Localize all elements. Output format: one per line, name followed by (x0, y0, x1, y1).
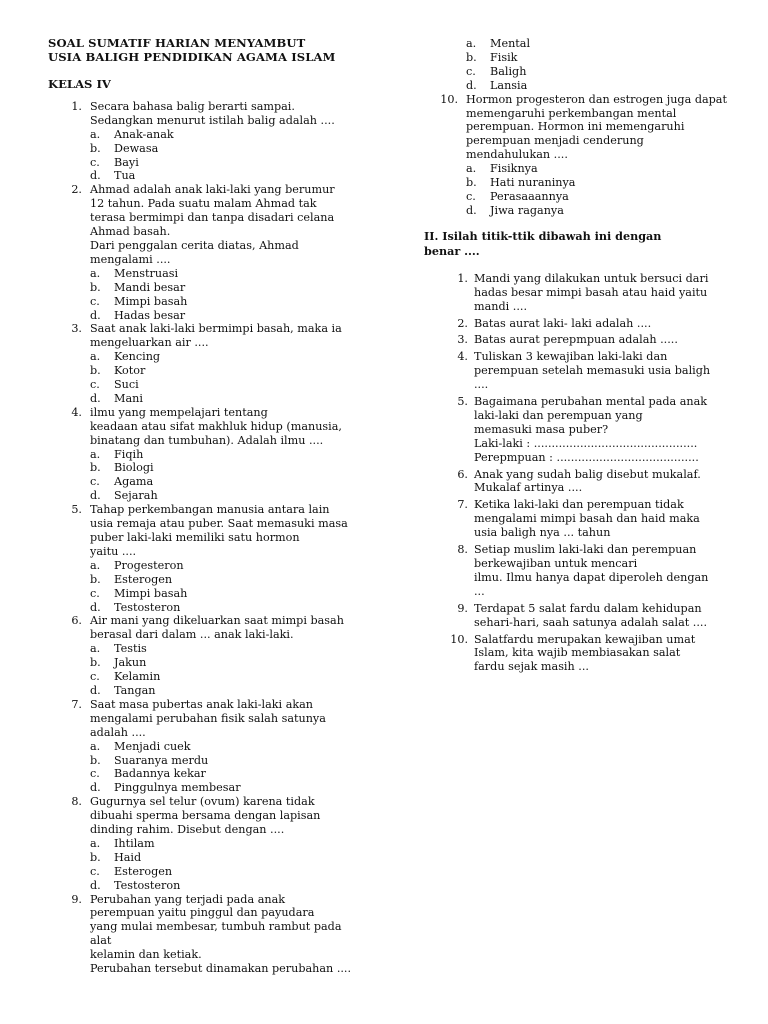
page-title-line1: SOAL SUMATIF HARIAN MENYAMBUT (48, 36, 306, 50)
question-line: Mandi yang dilakukan untuk bersuci dari (474, 271, 709, 285)
option-letter: c. (90, 586, 100, 600)
answer-option (90, 865, 378, 879)
option-letter: c. (90, 670, 100, 684)
question-text (90, 322, 378, 350)
question-number: 7. (71, 697, 82, 711)
question-3-stem (48, 322, 378, 350)
question-line: Anak yang sudah balig disebut mukalaf. (474, 467, 701, 481)
option-text: Menjadi cuek (114, 739, 191, 753)
question-line: Batas aurat perepmpuan adalah ..... (474, 333, 678, 347)
answer-option (90, 642, 378, 656)
question-text (474, 543, 734, 599)
option-text: Progesteron (114, 558, 184, 572)
answer-option (90, 295, 378, 309)
question-10 (424, 93, 734, 218)
question-line: Tahap perkembangan manusia antara lain (90, 503, 330, 517)
question-text (90, 183, 378, 266)
option-text: Mani (114, 391, 143, 405)
option-letter: b. (90, 280, 101, 294)
option-text: Mandi besar (114, 280, 186, 294)
question-number: 1. (457, 271, 468, 285)
question-number: 2. (71, 183, 82, 197)
question-line: Perubahan yang terjadi pada anak (90, 892, 286, 906)
option-letter: d. (90, 683, 101, 697)
question-line: dibuahi sperma bersama dengan lapisan (90, 809, 321, 823)
question-line: Setiap muslim laki-laki dan perempuan (474, 543, 697, 557)
option-letter: a. (90, 127, 101, 141)
question-line: keadaan atau sifat makhluk hidup (manusia, (90, 419, 342, 433)
answer-option (90, 656, 378, 670)
option-letter: c. (90, 155, 100, 169)
question-text (474, 468, 734, 496)
answer-option (90, 851, 378, 865)
option-text: Dewasa (114, 141, 159, 155)
question-number: 3. (71, 322, 82, 336)
question-line: mengalami perubahan fisik salah satunya (90, 711, 326, 725)
answer-option (466, 79, 734, 93)
question-number: 4. (71, 405, 82, 419)
question-line: hadas besar mimpi basah atau haid yaitu (474, 285, 708, 299)
answer-option (90, 142, 378, 156)
question-text (474, 395, 734, 465)
option-letter: c. (90, 864, 100, 878)
question-text (90, 100, 378, 128)
question-line: mengeluarkan air .... (90, 336, 209, 350)
answer-option (466, 204, 734, 218)
option-text: Perasaaannya (490, 189, 569, 203)
answer-option (90, 281, 378, 295)
question-line: usia baligh nya ... tahun (474, 526, 611, 540)
option-letter: b. (90, 850, 101, 864)
option-letter: d. (90, 600, 101, 614)
essay-question-1 (424, 272, 734, 314)
question-text (474, 633, 734, 675)
option-text: Bayi (114, 155, 139, 169)
question-number: 4. (457, 350, 468, 364)
question-line: mandi .... (474, 299, 528, 313)
question-text (474, 498, 734, 540)
question-10-block (424, 93, 734, 218)
question-line: yang mulai membesar, tumbuh rambut pada (90, 920, 342, 934)
option-text: Mimpi basah (114, 586, 188, 600)
answer-option (90, 781, 378, 795)
question-line: mengalami .... (90, 252, 171, 266)
option-letter: c. (466, 64, 476, 78)
question-1 (48, 100, 378, 183)
option-letter: b. (90, 141, 101, 155)
question-2-stem (48, 183, 378, 266)
question-line: ilmu. Ilmu hanya dapat diperoleh dengan (474, 570, 709, 584)
question-9 (48, 893, 378, 976)
option-text: Menstruasi (114, 266, 179, 280)
question-text (474, 333, 734, 347)
essay-question-3 (424, 333, 734, 347)
question-line: laki-laki dan perempuan yang (474, 408, 643, 422)
answer-option (90, 754, 378, 768)
option-text: Pinggulnya membesar (114, 781, 241, 795)
question-text (90, 893, 378, 976)
answer-option (90, 267, 378, 281)
essay-question-6 (424, 468, 734, 496)
option-letter: a. (466, 162, 477, 176)
question-line: Batas aurat laki- laki adalah .... (474, 316, 652, 330)
question-number: 10. (440, 92, 458, 106)
question-number: 7. (457, 498, 468, 512)
option-text: Testosteron (114, 600, 181, 614)
answer-option (90, 364, 378, 378)
question-line: perempuan menjadi cenderung (466, 134, 644, 148)
question-line: terasa bermimpi dan tanpa disadari celana (90, 211, 335, 225)
option-text: Mimpi basah (114, 294, 188, 308)
essay-question-4 (424, 350, 734, 392)
option-letter: b. (466, 176, 477, 190)
question-line: perempuan setelah memasuki usia baligh (474, 364, 711, 378)
option-letter: a. (90, 447, 101, 461)
option-letter: d. (90, 878, 101, 892)
question-text (90, 698, 378, 740)
question-text (474, 317, 734, 331)
question-text (90, 795, 378, 837)
option-text: Kencing (114, 350, 161, 364)
essay-question-5 (424, 395, 734, 465)
option-text: Anak-anak (114, 127, 174, 141)
class-label: KELAS IV (48, 77, 111, 91)
question-line: memasuki masa puber? (474, 422, 609, 436)
question-line: Secara bahasa balig berarti sampai. (90, 99, 295, 113)
question-number: 3. (457, 333, 468, 347)
option-letter: a. (90, 642, 101, 656)
option-letter: c. (466, 189, 476, 203)
option-text: Jiwa raganya (490, 203, 564, 217)
question-line: berasal dari dalam ... anak laki-laki. (90, 628, 294, 642)
answer-option (90, 309, 378, 323)
question-line: Hormon progesteron dan estrogen juga dapat (466, 92, 727, 106)
question-line: Tuliskan 3 kewajiban laki-laki dan (474, 350, 668, 364)
answer-option (90, 837, 378, 851)
answer-option (90, 587, 378, 601)
option-letter: a. (90, 266, 101, 280)
question-4-stem (48, 406, 378, 448)
question-line: Ketika laki-laki dan perempuan tidak (474, 498, 684, 512)
question-line: ilmu yang mempelajari tentang (90, 405, 268, 419)
option-letter: d. (90, 489, 101, 503)
question-number: 6. (457, 467, 468, 481)
answer-option (90, 169, 378, 183)
question-line: Saat anak laki-laki bermimpi basah, maka ia (90, 322, 342, 336)
answer-option (90, 350, 378, 364)
option-letter: b. (90, 753, 101, 767)
question-line: binatang dan tumbuhan). Adalah ilmu .... (90, 433, 324, 447)
option-letter: b. (90, 364, 101, 378)
answer-option (90, 573, 378, 587)
question-9-options (424, 37, 734, 93)
answer-option (466, 162, 734, 176)
option-text: Haid (114, 850, 142, 864)
question-10-block-stem (424, 93, 734, 163)
option-text: Fisiknya (490, 162, 538, 176)
answer-option (90, 448, 378, 462)
essay-question-2 (424, 317, 734, 331)
answer-option (466, 176, 734, 190)
answer-option (90, 378, 378, 392)
option-text: Lansia (490, 78, 528, 92)
question-line: sehari-hari, saah satunya adalah salat .... (474, 615, 708, 629)
essay-question-10 (424, 633, 734, 675)
section-2-heading (424, 229, 734, 259)
question-text (90, 503, 378, 559)
question-line: perempuan. Hormon ini memengaruhi (466, 120, 685, 134)
question-line: usia remaja atau puber. Saat memasuki masa (90, 517, 348, 531)
question-line: .... (474, 378, 489, 392)
question-3 (48, 322, 378, 405)
answer-option (466, 51, 734, 65)
question-line: Laki-laki : .............................................. (474, 436, 698, 450)
option-text: Suaranya merdu (114, 753, 209, 767)
question-line: Islam, kita wajib membiasakan salat (474, 646, 681, 660)
option-text: Esterogen (114, 572, 173, 586)
option-text: Biologi (114, 461, 154, 475)
question-line: Mukalaf artinya .... (474, 481, 583, 495)
answer-option (90, 392, 378, 406)
option-letter: c. (90, 767, 100, 781)
question-number: 1. (71, 99, 82, 113)
question-text (90, 406, 378, 448)
answer-option (90, 489, 378, 503)
option-letter: b. (466, 50, 477, 64)
option-letter: a. (466, 37, 477, 50)
question-text (474, 350, 734, 392)
question-line: kelamin dan ketiak. (90, 948, 202, 962)
answer-option (90, 559, 378, 573)
option-letter: d. (90, 391, 101, 405)
question-7 (48, 698, 378, 795)
answer-option (90, 461, 378, 475)
option-letter: c. (90, 475, 100, 489)
option-text: Mental (490, 37, 531, 50)
question-5-stem (48, 503, 378, 559)
question-text (474, 602, 734, 630)
question-number: 2. (457, 316, 468, 330)
question-6-stem (48, 614, 378, 642)
page-title-line2: USIA BALIGH PENDIDIKAN AGAMA ISLAM (48, 50, 336, 64)
answer-option (90, 601, 378, 615)
option-letter: d. (466, 78, 477, 92)
question-line: Gugurnya sel telur (ovum) karena tidak (90, 795, 315, 809)
left-column (48, 36, 378, 976)
option-text: Kelamin (114, 670, 161, 684)
question-line: dinding rahim. Disebut dengan .... (90, 823, 285, 837)
essay-question-8 (424, 543, 734, 599)
question-6 (48, 614, 378, 697)
question-number: 10. (450, 632, 468, 646)
option-text: Ihtilam (114, 836, 155, 850)
question-line: 12 tahun. Pada suatu malam Ahmad tak (90, 197, 317, 211)
question-line: mendahulukan .... (466, 148, 568, 162)
question-number: 9. (457, 601, 468, 615)
option-text: Fiqih (114, 447, 144, 461)
answer-option (90, 684, 378, 698)
option-letter: a. (90, 558, 101, 572)
question-4 (48, 406, 378, 503)
question-9-stem (48, 893, 378, 976)
option-letter: d. (466, 203, 477, 217)
answer-option (90, 156, 378, 170)
question-line: Air mani yang dikeluarkan saat mimpi basah (90, 614, 344, 628)
question-line: Ahmad adalah anak laki-laki yang berumur (90, 183, 335, 197)
right-column (424, 37, 734, 677)
essay-question-7 (424, 498, 734, 540)
question-line: alat (90, 934, 112, 948)
question-line: mengalami mimpi basah dan haid maka (474, 512, 700, 526)
answer-option (466, 190, 734, 204)
option-text: Hadas besar (114, 308, 186, 322)
question-line: Terdapat 5 salat fardu dalam kehidupan (474, 601, 702, 615)
essay-question-9 (424, 602, 734, 630)
option-text: Esterogen (114, 864, 173, 878)
question-number: 8. (71, 795, 82, 809)
question-7-stem (48, 698, 378, 740)
answer-option (90, 128, 378, 142)
option-text: Suci (114, 378, 139, 392)
option-text: Testosteron (114, 878, 181, 892)
answer-option (466, 65, 734, 79)
option-text: Baligh (490, 64, 527, 78)
question-line: Perepmpuan : ........................................ (474, 450, 699, 464)
option-letter: d. (90, 781, 101, 795)
question-text (474, 272, 734, 314)
question-line: Bagaimana perubahan mental pada anak (474, 395, 708, 409)
question-line: berkewajiban untuk mencari (474, 557, 638, 570)
question-line: puber laki-laki memiliki satu hormon (90, 531, 300, 544)
question-8 (48, 795, 378, 892)
question-line: yaitu .... (90, 544, 137, 558)
question-line: perempuan yaitu pinggul dan payudara (90, 906, 315, 920)
option-letter: b. (90, 461, 101, 475)
question-line: Sedangkan menurut istilah balig adalah .... (90, 113, 335, 127)
answer-option (90, 670, 378, 684)
question-line: Ahmad basah. (90, 225, 171, 239)
option-text: Sejarah (114, 489, 158, 503)
multiple-choice-list (48, 100, 378, 976)
essay-list (424, 272, 734, 674)
option-text: Kotor (114, 364, 146, 378)
option-text: Tangan (114, 683, 156, 697)
section-2-heading-line2: benar .... (424, 243, 480, 258)
option-text: Fisik (490, 50, 518, 64)
question-line: ... (474, 584, 485, 598)
option-text: Tua (114, 169, 136, 183)
answer-option (90, 740, 378, 754)
section-2-heading-line1: II. Isilah titik-ttik dibawah ini dengan (424, 228, 662, 243)
option-letter: c. (90, 378, 100, 392)
question-line: Perubahan tersebut dinamakan perubahan .... (90, 962, 352, 976)
option-text: Agama (114, 475, 154, 489)
question-1-stem (48, 100, 378, 128)
answer-option (90, 475, 378, 489)
question-line: Dari penggalan cerita diatas, Ahmad (90, 238, 299, 252)
question-line: Salatfardu merupakan kewajiban umat (474, 632, 696, 646)
question-line: memengaruhi perkembangan mental (466, 106, 677, 120)
question-text (90, 614, 378, 642)
option-text: Hati nuraninya (490, 176, 576, 190)
question-text (466, 93, 734, 163)
answer-option (90, 767, 378, 781)
option-letter: c. (90, 294, 100, 308)
option-text: Testis (114, 642, 147, 656)
question-line: adalah .... (90, 725, 146, 739)
option-letter: a. (90, 836, 101, 850)
question-2 (48, 183, 378, 322)
option-letter: a. (90, 350, 101, 364)
question-line: Saat masa pubertas anak laki-laki akan (90, 697, 314, 711)
option-letter: b. (90, 656, 101, 670)
option-letter: a. (90, 739, 101, 753)
question-8-stem (48, 795, 378, 837)
answer-option (466, 37, 734, 51)
question-number: 9. (71, 892, 82, 906)
option-letter: b. (90, 572, 101, 586)
question-line: fardu sejak masih ... (474, 660, 589, 674)
question-5 (48, 503, 378, 614)
option-text: Badannya kekar (114, 767, 206, 781)
option-text: Jakun (114, 656, 147, 670)
question-number: 5. (71, 503, 82, 517)
option-letter: d. (90, 308, 101, 322)
answer-option (90, 879, 378, 893)
question-number: 6. (71, 614, 82, 628)
question-number: 8. (457, 543, 468, 557)
option-letter: d. (90, 169, 101, 183)
question-number: 5. (457, 395, 468, 409)
